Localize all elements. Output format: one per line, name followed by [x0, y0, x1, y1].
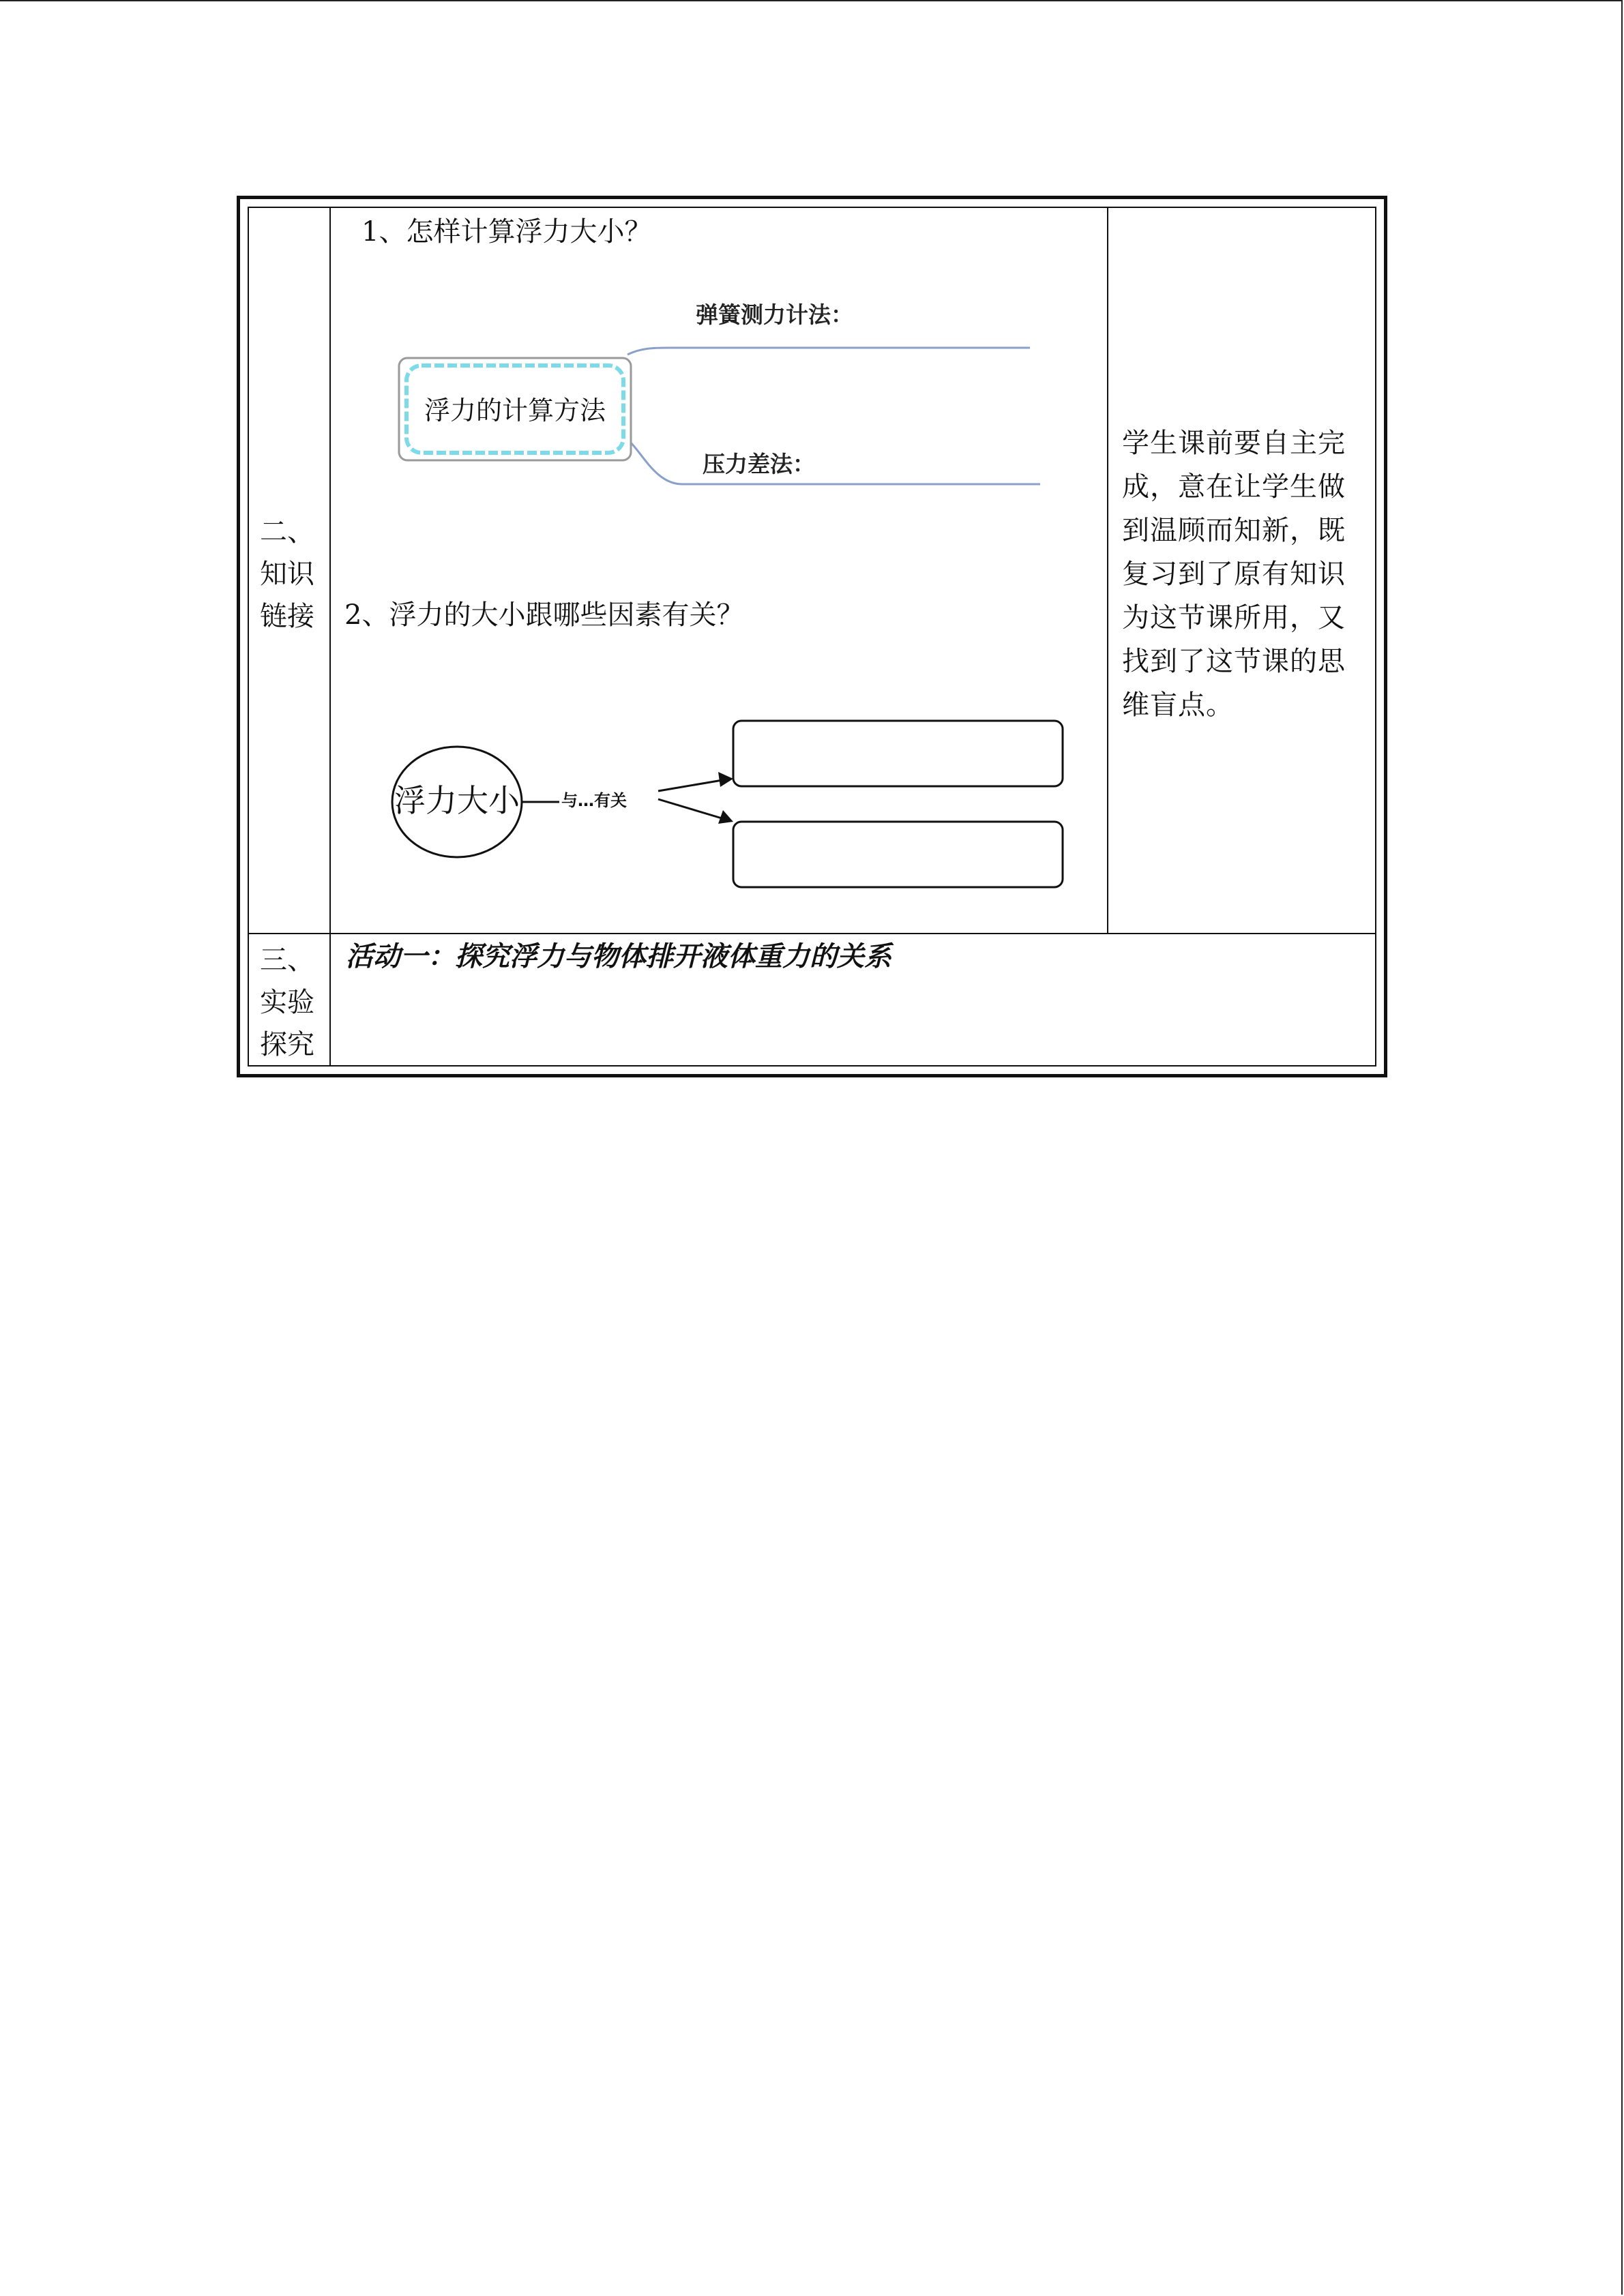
question-1: 1、怎样计算浮力大小？ [361, 216, 652, 248]
teaching-note: 学生课前要自主完成，意在让学生做到温顾而知新，既复习到了原有知识为这节课所用，又找到了这节课的思维盲点。 [1122, 428, 1346, 721]
arrow-upper [658, 779, 726, 791]
note-column-divider [1107, 207, 1108, 934]
buoyancy-factors-diagram [389, 716, 1064, 893]
section-label-line: 链接 [260, 601, 314, 632]
buoyancy-size-label: 浮力大小 [394, 782, 520, 819]
branch-label-spring-scale: 弹簧测力计法： [696, 301, 853, 328]
branch-line-bottom [628, 440, 1040, 484]
connector-label: 与…有关 [561, 791, 627, 810]
section-label-line: 二、 [260, 516, 314, 548]
method-box-label: 浮力的计算方法 [424, 396, 606, 426]
section-label-line: 知识 [260, 558, 314, 590]
answer-box-lower [733, 822, 1063, 887]
question-2: 2、浮力的大小跟哪些因素有关？ [344, 599, 744, 631]
label-column-divider [329, 207, 331, 1067]
section-label-line: 实验 [260, 987, 314, 1018]
branch-line-top [628, 348, 1030, 355]
arrow-lower [658, 799, 726, 820]
section-label-line: 三、 [260, 944, 314, 976]
arrow-head-upper [718, 772, 733, 787]
section-label-line: 探究 [260, 1029, 314, 1060]
answer-box-upper [733, 721, 1063, 786]
branch-label-pressure-difference: 压力差法： [703, 451, 815, 477]
activity-one-title: 活动一：探究浮力与物体排开液体重力的关系 [346, 940, 891, 972]
row-divider [248, 933, 1376, 934]
calculation-methods-mindmap [396, 293, 1050, 491]
